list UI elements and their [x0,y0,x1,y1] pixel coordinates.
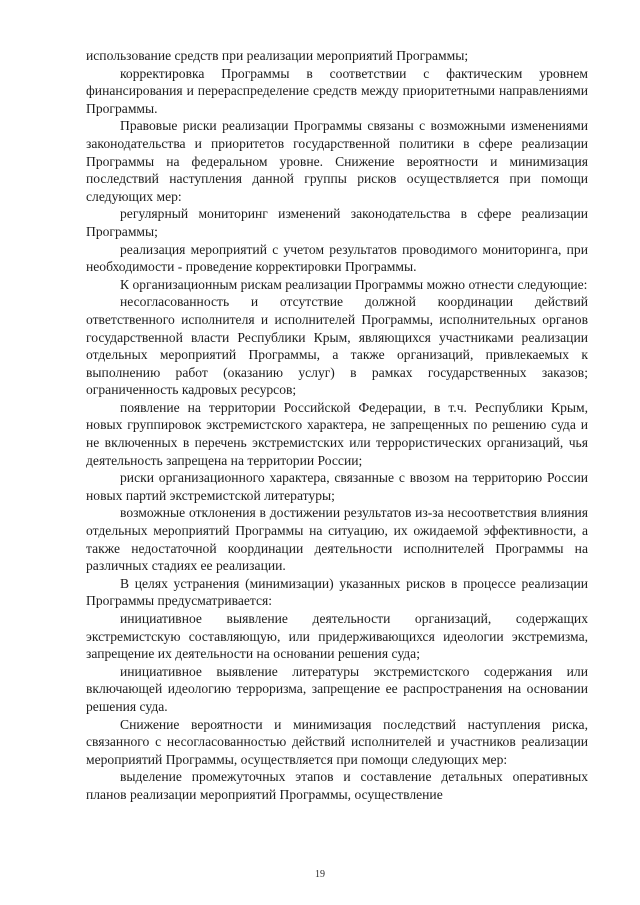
paragraph: использование средств при реализации мероприятий Программы; [86,48,469,63]
paragraph: реализация мероприятий с учетом результатов проводимого мониторинга, при необходимости - проведение корректировки Программы. [86,241,588,275]
paragraph: Правовые риски реализации Программы связаны с возможными изменениями законодательства и приоритетов государственной политики в сфере реализации Программы на федеральном уровне. Снижение вероятности и минимизация последствий наступления данной группы рисков осуществляется при помощи следующих мер: [86,118,588,204]
paragraph: несогласованность и отсутствие должной координации действий ответственного исполнителя и исполнителей Программы, исполнительных органов государственной власти Республики Крым, являющихся участниками реализации отдельных мероприятий Программы, а также организаций, привлекаемых к выполнению работ (оказанию услуг) в рамках государственных заказов; ограниченность кадровых ресурсов; [86,294,588,398]
paragraph: риски организационного характера, связанные с ввозом на территорию России новых партий экстремистской литературы; [86,470,588,503]
paragraph: корректировка Программы в соответствии с фактическим уровнем финансирования и перераспределение средств между приоритетными направлениями Программы. [86,65,588,116]
paragraph: выделение промежуточных этапов и составление детальных оперативных планов реализации мероприятий Программы, осуществление [86,769,588,802]
paragraph: регулярный мониторинг изменений законодательства в сфере реализации Программы; [86,206,588,239]
document-body [86,47,588,804]
paragraph: К организационным рискам реализации Программы можно отнести следующие: [120,276,588,292]
paragraph: появление на территории Российской Федерации, в т.ч. Республики Крым, новых группировок экстремистского характера, не запрещенных по решению суда и не включенных в перечень экстремистских или террористических организаций, чья деятельность запрещена на территории России; [86,399,588,468]
paragraph: В целях устранения (минимизации) указанных рисков в процессе реализации Программы предусматривается: [86,575,588,609]
paragraph: Снижение вероятности и минимизация последствий наступления риска, связанного с несогласованностью действий исполнителей и участников реализации мероприятий Программы, осуществляется при помощи следующих мер: [86,716,588,767]
paragraph: инициативное выявление деятельности организаций, содержащих экстремистскую составляющую, или придерживающихся идеологии экстремизма, запрещение их деятельности на основании решения суда; [86,611,588,662]
paragraph: инициативное выявление литературы экстремистского содержания или включающей идеологию терроризма, запрещение ее распространения на основании решения суда. [86,663,588,714]
page-number: 19 [315,869,325,880]
paragraph: возможные отклонения в достижении результатов из-за несоответствия влияния отдельных мероприятий Программы на ситуацию, их ожидаемой эффективности, а также недостаточной координации деятельности исполнителей Программы на различных стадиях ее реализации. [86,505,588,574]
